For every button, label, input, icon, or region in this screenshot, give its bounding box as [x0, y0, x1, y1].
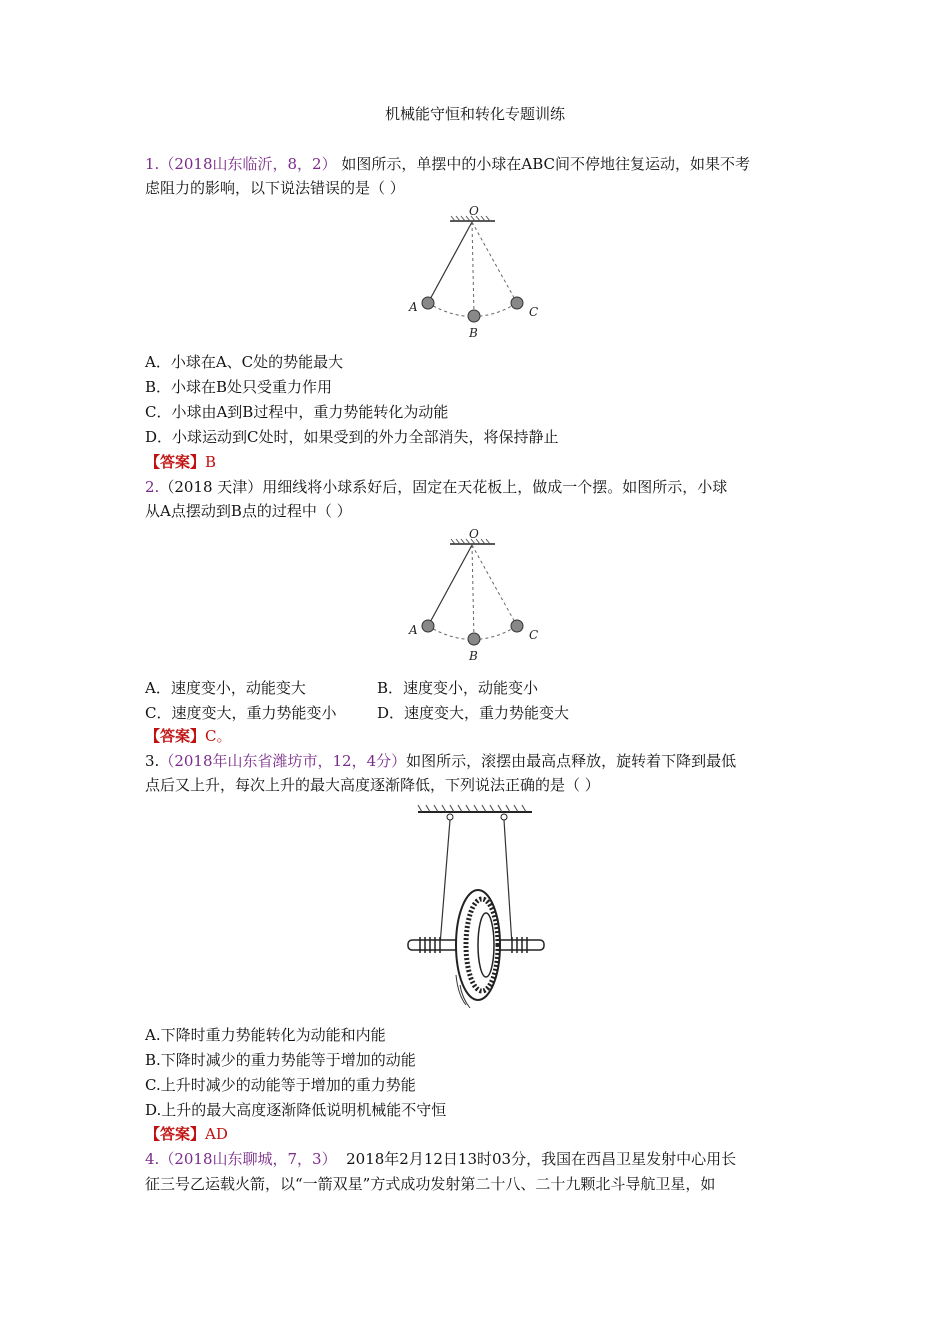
question-source: （2018山东临沂，8，2） — [159, 155, 337, 173]
option-b: B.下降时减少的重力势能等于增加的动能 — [145, 1051, 416, 1069]
maxwell-wheel-figure — [400, 800, 550, 1019]
label-a: A — [409, 300, 418, 314]
question-number: 1. — [145, 155, 160, 173]
answer-value: AD — [205, 1125, 228, 1143]
option-c: C．速度变大，重力势能变小 — [145, 704, 337, 722]
question-text: 用细线将小球系好后，固定在天花板上，做成一个摆。如图所示，小球 — [262, 478, 728, 496]
answer-line — [145, 452, 216, 472]
option-c: C．小球由A到B过程中，重力势能转化为动能 — [145, 403, 449, 421]
label-o: O — [469, 205, 479, 218]
label-b: B — [469, 649, 478, 663]
question-source: （2018 天津） — [159, 478, 263, 496]
question-1-line-2: 虑阻力的影响，以下说法错误的是（ ） — [145, 179, 405, 197]
question-number: 4. — [145, 1150, 160, 1168]
option-d: D．速度变大，重力势能变大 — [377, 704, 570, 722]
question-3-line-1 — [145, 751, 736, 771]
question-3-line-2: 点后又上升，每次上升的最大高度逐渐降低，下列说法正确的是（ ） — [145, 776, 600, 794]
label-c: C — [529, 628, 539, 642]
label-b: B — [469, 326, 478, 340]
option-d: D．小球运动到C处时，如果受到的外力全部消失，将保持静止 — [145, 428, 559, 446]
question-text: 2018年2月12日13时03分，我国在西昌卫星发射中心用长 — [341, 1150, 737, 1168]
option-b: B．速度变小，动能变小 — [377, 679, 539, 697]
label-a: A — [409, 623, 418, 637]
label-o: O — [469, 528, 479, 541]
answer-line — [145, 1124, 228, 1144]
question-source: （2018山东聊城，7，3） — [159, 1150, 337, 1168]
answer-label: 【答案】 — [145, 727, 206, 745]
pendulum-figure-2 — [395, 528, 555, 672]
question-4-line-1 — [145, 1149, 736, 1169]
option-b: B．小球在B处只受重力作用 — [145, 378, 333, 396]
question-1-line-1 — [145, 154, 750, 174]
page-title: 机械能守恒和转化专题训练 — [384, 105, 565, 123]
label-c: C — [529, 305, 539, 319]
option-c: C.上升时减少的动能等于增加的重力势能 — [145, 1076, 416, 1094]
question-2-line-2: 从A点摆动到B点的过程中（ ） — [145, 502, 352, 520]
option-d: D.上升的最大高度逐渐降低说明机械能不守恒 — [145, 1101, 447, 1119]
question-source: （2018年山东省潍坊市，12，4分） — [159, 752, 407, 770]
answer-line — [145, 726, 232, 746]
question-2-line-1 — [145, 477, 727, 497]
option-a: A.下降时重力势能转化为动能和内能 — [145, 1026, 386, 1044]
question-4-line-2: 征三号乙运载火箭，以“一箭双星”方式成功发射第二十八、二十九颗北斗导航卫星，如 — [145, 1175, 716, 1193]
pendulum-figure-1 — [395, 205, 555, 349]
option-a: A．速度变小，动能变大 — [145, 679, 306, 697]
answer-label: 【答案】 — [145, 453, 206, 471]
question-number: 3. — [145, 752, 160, 770]
answer-label: 【答案】 — [145, 1125, 206, 1143]
option-a: A．小球在A、C处的势能最大 — [145, 353, 344, 371]
question-text: 如图所示，滚摆由最高点释放，旋转着下降到最低 — [406, 752, 737, 770]
question-number: 2. — [145, 478, 160, 496]
answer-value: B — [205, 453, 217, 471]
question-text: 如图所示，单摆中的小球在ABC间不停地往复运动，如果不考 — [341, 155, 750, 173]
answer-value: C。 — [205, 727, 232, 745]
